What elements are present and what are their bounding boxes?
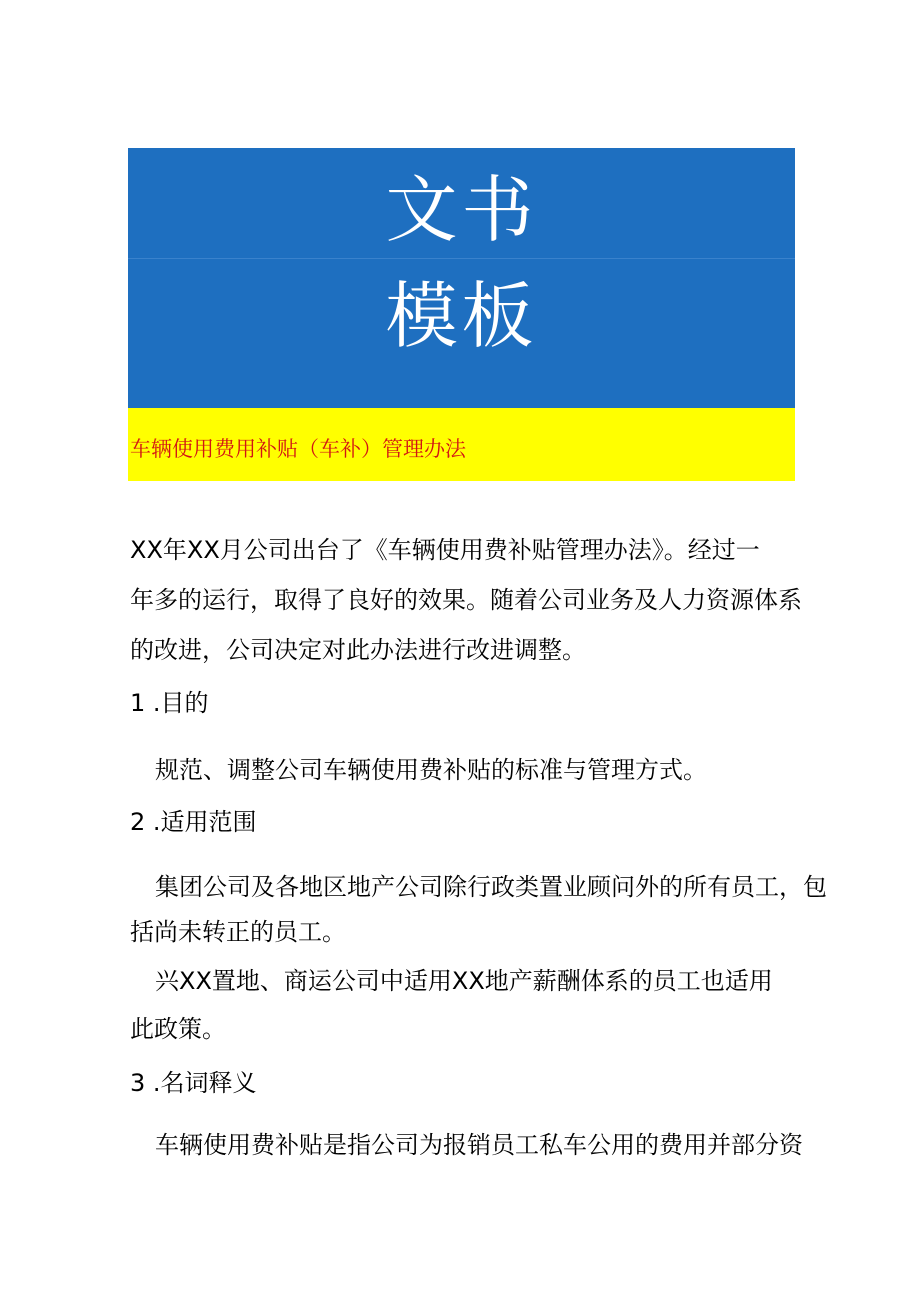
cover-title-line1: 文书 (385, 168, 538, 252)
intro-line-1: XX年XX月公司出台了《车辆使用费补贴管理办法》。经过一 (130, 536, 760, 564)
section-3-heading: 3 .名词释义 (130, 1069, 257, 1097)
section-3-paragraph: 车辆使用费补贴是指公司为报销员工私车公用的费用并部分资 (155, 1131, 803, 1159)
cover-banner (128, 148, 795, 408)
document-subtitle: 车辆使用费用补贴（车补）管理办法 (130, 437, 466, 461)
section-2-paragraph-2-line-1: 兴XX置地、商运公司中适用XX地产薪酬体系的员工也适用 (155, 967, 773, 995)
subtitle-bar (128, 408, 795, 481)
section-2-paragraph-1-line-2: 括尚未转正的员工。 (130, 918, 346, 946)
cover-divider (128, 258, 795, 259)
section-2-heading: 2 .适用范围 (130, 808, 257, 836)
section-1-paragraph: 规范、调整公司车辆使用费补贴的标准与管理方式。 (155, 756, 707, 784)
section-2-paragraph-1-line-1: 集团公司及各地区地产公司除行政类置业顾问外的所有员工，包 (155, 873, 827, 901)
section-2-paragraph-2-line-2: 此政策。 (130, 1015, 226, 1043)
intro-line-3: 的改进，公司决定对此办法进行改进调整。 (130, 636, 586, 664)
intro-line-2: 年多的运行，取得了良好的效果。随着公司业务及人力资源体系 (130, 586, 802, 614)
section-1-heading: 1 .目的 (130, 689, 209, 717)
cover-title-line2: 模板 (385, 274, 538, 358)
